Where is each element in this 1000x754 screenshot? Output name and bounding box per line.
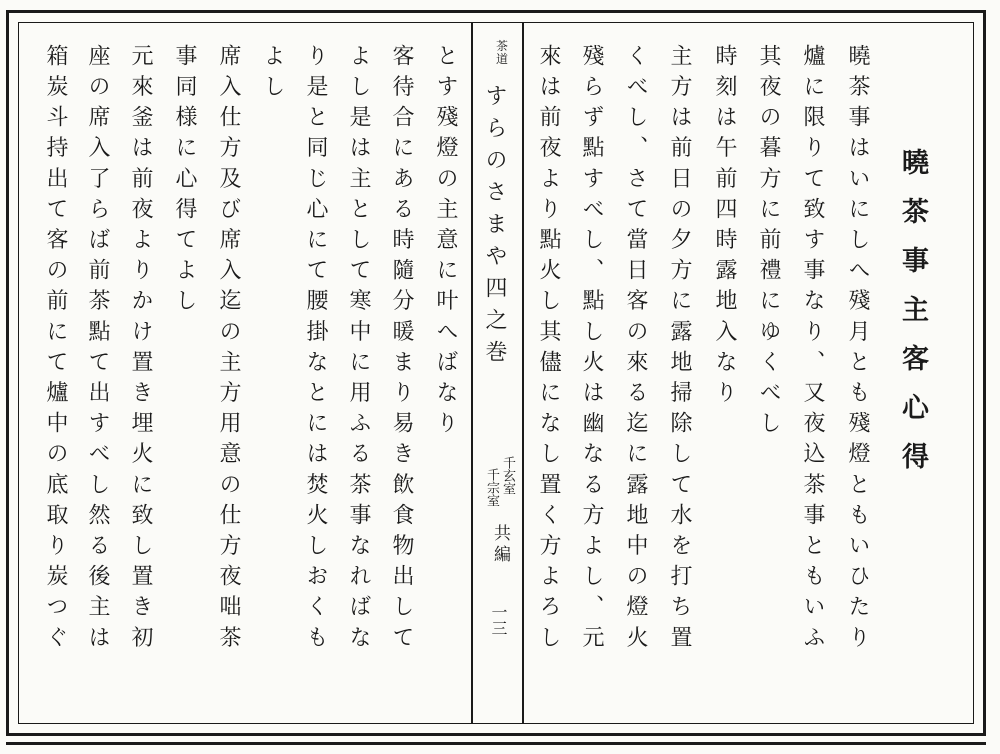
gutter-line-left (471, 22, 473, 724)
right-page-column-6: くべし、さて當日客の來る迄に露地中の燈火 (623, 44, 648, 656)
right-page-column-1: 曉茶事はいにしへ殘月とも殘燈ともいひたり (845, 44, 870, 656)
left-page-column-4: り是と同じ心にて腰掛なとには焚火しおくも (303, 44, 328, 656)
right-page-column-3: 其夜の暮方に前禮にゆくべし (756, 44, 781, 442)
chapter-title: 曉茶事主客心得 (897, 148, 928, 491)
series-tag-top: 茶 (495, 39, 508, 53)
right-page-column-8: 來は前夜より點火し其儘になし置く方よろし (536, 44, 561, 656)
bottom-rule (6, 742, 986, 745)
right-page-column-5: 主方は前日の夕方に露地掃除して水を打ち置 (667, 44, 692, 656)
author-credit (482, 456, 522, 516)
running-head: すらのさまや四之巻 (482, 84, 507, 372)
right-page-column-4: 時刻は午前四時露地入なり (712, 44, 737, 412)
left-page-column-10: 箱炭斗持出て客の前にて爐中の底取り炭つぐ (43, 44, 68, 656)
author-2: 千宗室 (484, 468, 499, 507)
left-page-column-3: よし是は主として寒中に用ふる茶事なればな (346, 44, 371, 656)
right-page-column-2: 爐に限りて致す事なり、又夜込茶事ともいふ (800, 44, 825, 656)
series-tag (486, 40, 518, 80)
page-number: 一三 (489, 604, 508, 636)
gutter-line-right (522, 22, 524, 724)
author-suffix: 共編 (490, 524, 510, 566)
left-page-column-9: 座の席入了らば前茶點て出すべし然る後主は (85, 44, 110, 656)
left-page-column-8: 元來釜は前夜よりかけ置き埋火に致し置き初 (128, 44, 153, 656)
left-page-column-7: 事同様に心得てよし (172, 44, 197, 320)
right-page-column-7: 殘らず點すべし、點し火は幽なる方よし、元 (579, 44, 604, 656)
series-tag-bottom: 道 (495, 52, 508, 66)
left-page-column-6: 席入仕方及び席入迄の主方用意の仕方夜咄茶 (216, 44, 241, 656)
left-page-column-1: とす殘燈の主意に叶へばなり (433, 44, 458, 442)
author-1: 千玄室 (500, 456, 515, 495)
left-page-column-5: よし (260, 44, 285, 106)
left-page-column-2: 客待合にある時隨分暖まり易き飲食物出して (389, 44, 414, 656)
